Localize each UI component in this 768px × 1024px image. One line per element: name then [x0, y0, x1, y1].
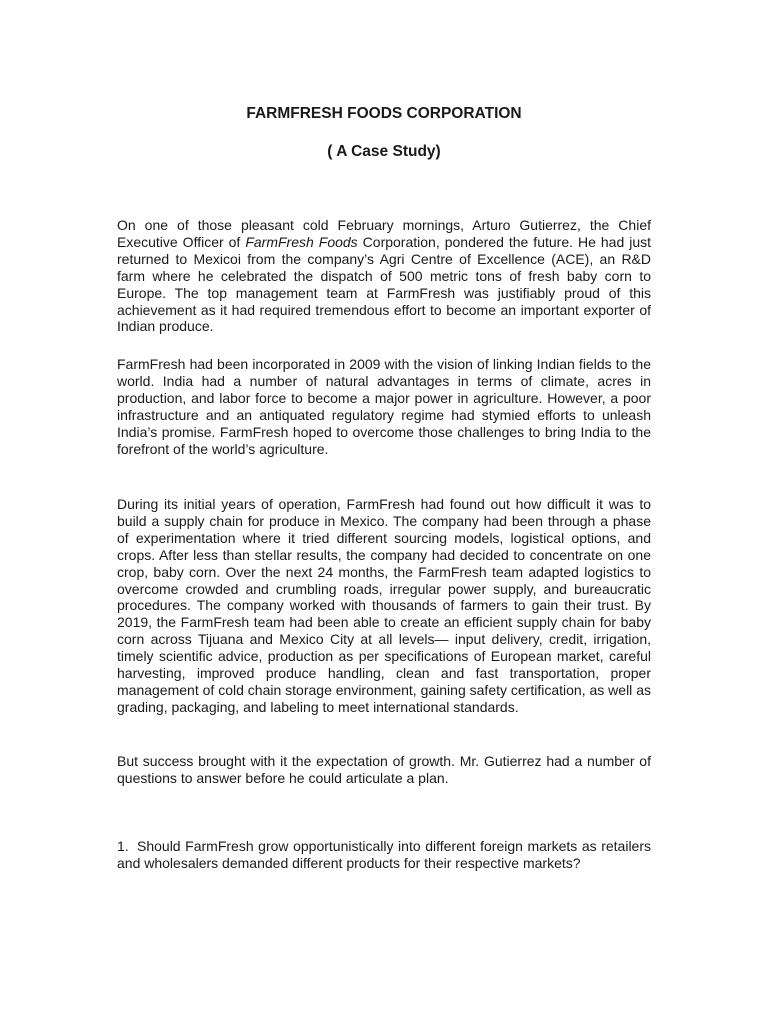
- company-name-italic: FarmFresh Foods: [245, 233, 358, 250]
- paragraph-intro-rest: Corporation, pondered the future. He had just returned to Mexicoi from the company’s Agri Centre of Excellence (ACE), an R&D farm where he celebrated the dispatch of 500 metric tons of fresh baby corn to Europe. The top management team at FarmFresh was justifiably proud of this achievement as it had required tremendous effort to become an important exporter of Indian produce.: [117, 233, 652, 335]
- paragraph-growth: But success brought with it the expectation of growth. Mr. Gutierrez had a number of questions to answer before he could articulate a plan.: [117, 753, 651, 786]
- question-item: [117, 838, 651, 872]
- document-subtitle: ( A Case Study): [327, 143, 441, 160]
- paragraph-intro-start: On one of those pleasant cold February mornings, Arturo Gutierrez, the Chief Executive Officer of: [117, 217, 651, 250]
- document-title: FARMFRESH FOODS CORPORATION: [246, 105, 522, 122]
- question-number: 1.: [117, 838, 129, 854]
- question-text: Should FarmFresh grow opportunistically into different foreign markets as retailers and wholesalers demanded different products for their respective markets?: [117, 838, 651, 871]
- paragraph-operations: During its initial years of operation, FarmFresh had found out how difficult it was to build a supply chain for produce in Mexico. The company had been through a phase of experimentation where it tried different sourcing models, logistical options, and crops. After less than stellar results, the company had decided to concentrate on one crop, baby corn. Over the next 24 months, the FarmFresh team adapted logistics to overcome crowded and crumbling roads, irregular power supply, and bureaucratic procedures. The company worked with thousands of farmers to gain their trust. By 2019, the FarmFresh team had been able to create an efficient supply chain for baby corn across Tijuana and Mexico City at all levels— input delivery, credit, irrigation, timely scientific advice, production as per specifications of European market, careful harvesting, improved produce handling, clean and fast transportation, proper management of cold chain storage environment, gaining safety certification, as well as grading, packaging, and labeling to meet international standards.: [117, 496, 651, 715]
- paragraph-background: FarmFresh had been incorporated in 2009 with the vision of linking Indian fields to the world. India had a number of natural advantages in terms of climate, acres in production, and labor force to become a major power in agriculture. However, a poor infrastructure and an antiquated regulatory regime had stymied efforts to unleash India’s promise. FarmFresh hoped to overcome those challenges to bring India to the forefront of the world’s agriculture.: [117, 356, 651, 457]
- paragraph-intro: [117, 217, 651, 335]
